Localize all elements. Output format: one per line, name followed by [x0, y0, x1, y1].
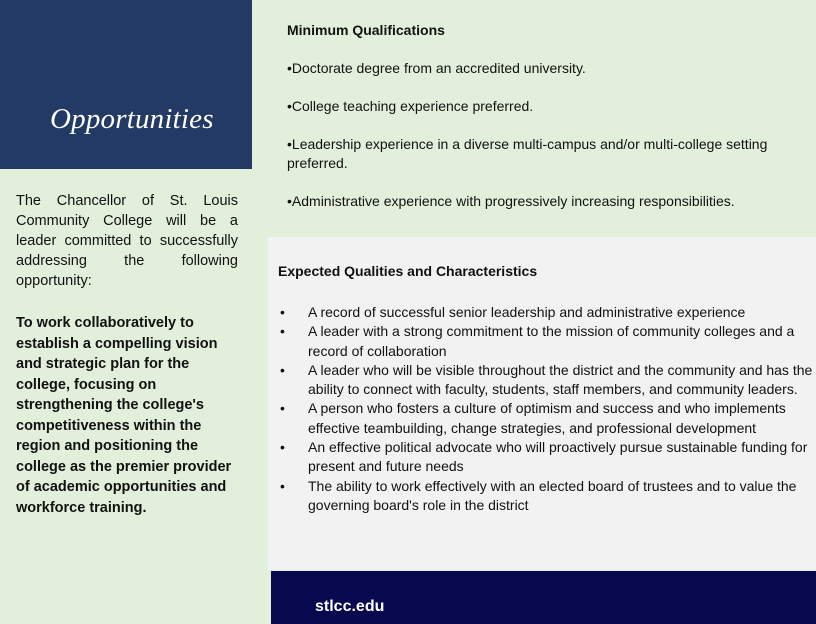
list-item: • An effective political advocate who will proactively pursue sustainable funding for present and future needs — [268, 438, 813, 477]
list-item: • College teaching experience preferred. — [287, 97, 809, 116]
list-item: • Doctorate degree from an accredited university. — [287, 59, 809, 78]
website-link[interactable]: stlcc.edu — [315, 598, 385, 615]
minimum-qualifications-heading: Minimum Qualifications — [287, 22, 445, 38]
expected-qualities-panel — [268, 237, 816, 570]
title-banner — [0, 0, 252, 169]
list-item: • A leader who will be visible throughout the district and the community and has the ability to connect with faculty, students, staff members, and community leaders. — [268, 361, 813, 400]
list-item: • The ability to work effectively with an elected board of trustees and to value the governing board's role in the district — [268, 477, 813, 516]
footer-bar — [271, 571, 816, 624]
page-title: Opportunities — [50, 103, 214, 135]
opportunity-statement: To work collaboratively to establish a compelling vision and strategic plan for the college, focusing on strengthening the college's competitiveness within the region and positioning the college as the premier provider of academic opportunities and workforce training. — [16, 315, 232, 516]
list-item: • Administrative experience with progressively increasing responsibilities. — [287, 192, 809, 211]
minimum-qualifications-section — [287, 21, 809, 230]
list-item: • Leadership experience in a diverse multi-campus and/or multi-college setting preferred. — [287, 135, 809, 173]
list-item: • A record of successful senior leadership and administrative experience — [268, 303, 813, 322]
expected-qualities-list — [268, 303, 813, 515]
opportunity-intro: The Chancellor of St. Louis Community College will be a leader committed to successfully addressing the following opportunity: — [16, 193, 238, 289]
expected-qualities-heading: Expected Qualities and Characteristics — [278, 263, 538, 279]
minimum-qualifications-list — [287, 59, 809, 211]
list-item: • A person who fosters a culture of optimism and success and who implements effective teambuilding, change strategies, and professional development — [268, 399, 813, 438]
opportunity-section — [16, 191, 238, 518]
list-item: • A leader with a strong commitment to the mission of community colleges and a record of collaboration — [268, 322, 813, 361]
